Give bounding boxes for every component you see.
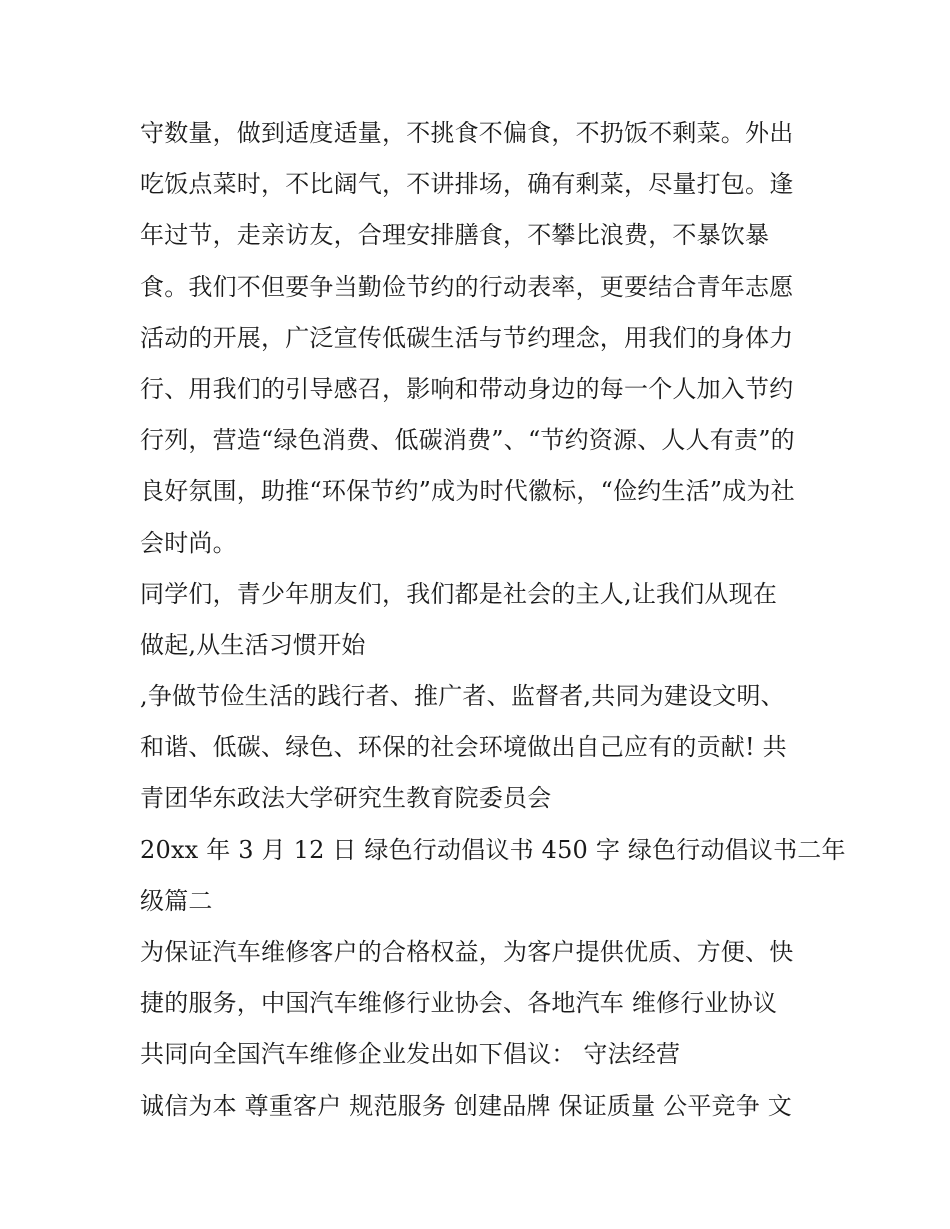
text-line: 守数量，做到适度适量，不挑食不偏食，不扔饭不剩菜。外出 (140, 119, 794, 147)
text-line: 青团华东政法大学研究生教育院委员会 (140, 784, 552, 813)
text-line: 20xx 年 3 月 12 日 绿色行动倡议书 450 字 绿色行动倡议书二年 (140, 835, 846, 864)
body-text (140, 108, 846, 1132)
text-line: 年过节，走亲访友，合理安排膳食，不攀比浪费，不暴饮暴 (140, 221, 770, 250)
text-line: 食。我们不但要争当勤俭节约的行动表率，更要结合青年志愿 (140, 272, 794, 301)
text-line: 良好氛围，助推“环保节约”成为时代徽标，“俭约生活”成为社 (140, 477, 795, 506)
text-line: ,争做节俭生活的践行者、推广者、监督者,共同为建设文明、 (140, 682, 785, 711)
text-line: 活动的开展，广泛宣传低碳生活与节约理念，用我们的身体力 (140, 323, 794, 352)
text-line: 捷的服务，中国汽车维修行业协会、各地汽车 维修行业协议 (140, 989, 778, 1018)
text-line: 诚信为本 尊重客户 规范服务 创建品牌 保证质量 公平竞争 文 (140, 1091, 792, 1120)
text-line: 和谐、低碳、绿色、环保的社会环境做出自己应有的贡献! 共 (140, 733, 787, 762)
text-line: 做起,从生活习惯开始 (140, 630, 366, 659)
text-line: 行列，营造“绿色消费、低碳消费”、“节约资源、人人有责”的 (140, 426, 795, 455)
text-line: 级篇二 (140, 886, 213, 915)
text-line: 为保证汽车维修客户的合格权益，为客户提供优质、方便、快 (140, 938, 794, 966)
text-line: 会时尚。 (140, 528, 237, 557)
text-line: 共同向全国汽车维修企业发出如下倡议： 守法经营 (140, 1040, 681, 1069)
text-line: 吃饭点菜时，不比阔气，不讲排场，确有剩菜，尽量打包。逢 (140, 170, 794, 199)
text-line: 同学们，青少年朋友们，我们都是社会的主人,让我们从现在 (140, 579, 778, 608)
text-line: 行、用我们的引导感召，影响和带动身边的每一个人加入节约 (140, 374, 794, 403)
